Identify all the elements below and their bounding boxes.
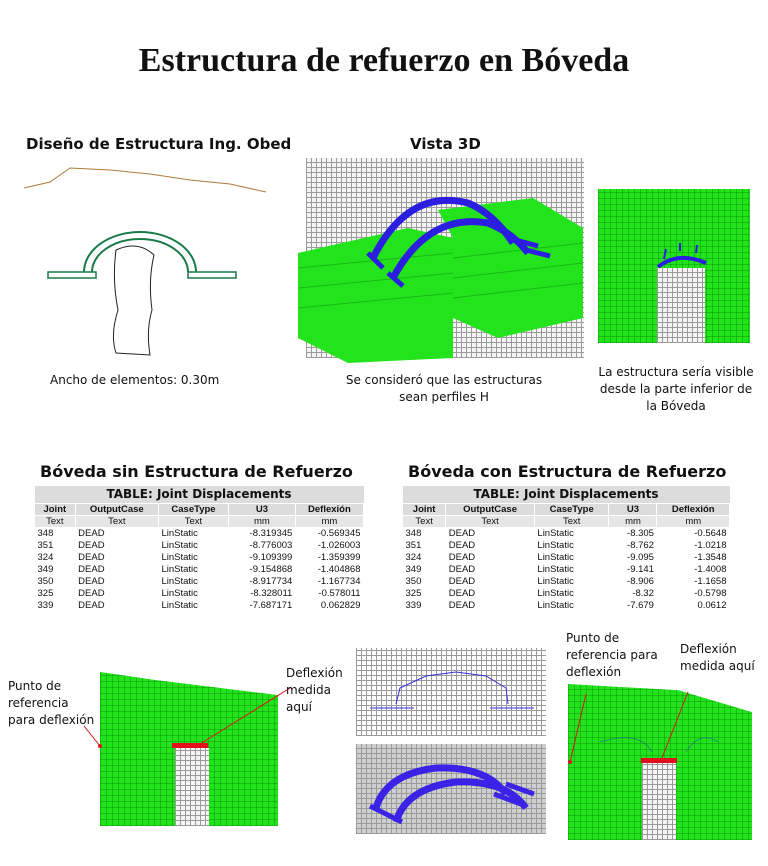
col-header: CaseType — [158, 504, 228, 516]
table-cell: 351 — [403, 540, 446, 552]
table-cell: 348 — [403, 528, 446, 540]
table-cell: -8.762 — [609, 540, 657, 552]
table-cell: -1.3548 — [657, 552, 730, 564]
table-cell: LinStatic — [534, 528, 609, 540]
visible-caption-line2: desde la parte inferior de — [599, 382, 753, 396]
table-cell: LinStatic — [534, 588, 609, 600]
table-cell: DEAD — [446, 528, 535, 540]
table-cell: -1.404868 — [295, 564, 363, 576]
table-cell: 351 — [35, 540, 76, 552]
table-cell: 349 — [35, 564, 76, 576]
table-body — [403, 528, 730, 612]
table-cell: -0.578011 — [295, 588, 363, 600]
table-cell: -8.906 — [609, 576, 657, 588]
design-drawing — [20, 160, 272, 360]
table-row — [403, 552, 730, 564]
table-cell: -8.776003 — [229, 540, 296, 552]
table-cell: 325 — [403, 588, 446, 600]
ref-label-right-line2: referencia para — [566, 648, 658, 662]
table-cell: DEAD — [75, 564, 158, 576]
table-row — [35, 588, 364, 600]
col-unit: mm — [229, 516, 296, 528]
col-header: Joint — [35, 504, 76, 516]
table-cell: 350 — [35, 576, 76, 588]
page-title: Estructura de refuerzo en Bóveda — [138, 42, 630, 79]
table-row — [35, 552, 364, 564]
table-cell: -9.095 — [609, 552, 657, 564]
defl-label-left-line1: Deflexión — [286, 666, 343, 680]
table-cell: -8.328011 — [229, 588, 296, 600]
table-cell: LinStatic — [158, 576, 228, 588]
table-cell: -8.305 — [609, 528, 657, 540]
col-header: Deflexión — [657, 504, 730, 516]
col-header: CaseType — [534, 504, 609, 516]
col-unit: mm — [657, 516, 730, 528]
ref-label-right-line1: Punto de — [566, 631, 620, 645]
table-cell: -1.167734 — [295, 576, 363, 588]
visible-caption — [596, 364, 756, 415]
table-cell: 324 — [35, 552, 76, 564]
table-cell: 348 — [35, 528, 76, 540]
table-cell: DEAD — [75, 588, 158, 600]
table-row — [403, 600, 730, 612]
ref-label-left-line3: para deflexión — [8, 713, 95, 727]
table-cell: -1.026003 — [295, 540, 363, 552]
col-header: OutputCase — [446, 504, 535, 516]
table-cell: 325 — [35, 588, 76, 600]
table-cell: -9.109399 — [229, 552, 296, 564]
table-row — [403, 576, 730, 588]
table-cell: LinStatic — [158, 600, 228, 612]
table-cell: -7.687171 — [229, 600, 296, 612]
table-cell: DEAD — [75, 552, 158, 564]
table-caption: TABLE: Joint Displacements — [403, 486, 730, 504]
table-cell: -0.5648 — [657, 528, 730, 540]
table-cell: -8.32 — [609, 588, 657, 600]
table-cell: -9.141 — [609, 564, 657, 576]
table-row — [35, 576, 364, 588]
table-cell: DEAD — [75, 528, 158, 540]
table-cell: -1.0218 — [657, 540, 730, 552]
ref-label-left-line2: referencia — [8, 696, 69, 710]
table-cell: 324 — [403, 552, 446, 564]
view3d-caption-line1: Se consideró que las estructuras — [345, 373, 543, 387]
table-cell: DEAD — [446, 552, 535, 564]
table-cell: 350 — [403, 576, 446, 588]
right-footing — [188, 272, 236, 278]
terrain-profile — [24, 168, 266, 192]
table-cell: -7.679 — [609, 600, 657, 612]
table-heading-with: Bóveda con Estructura de Refuerzo — [408, 462, 727, 481]
frame-elevation-lines — [356, 648, 546, 736]
table-cell: LinStatic — [534, 576, 609, 588]
cave-outline — [113, 246, 154, 355]
visible-caption-line3: la Bóveda — [646, 399, 706, 413]
table-cell: DEAD — [446, 588, 535, 600]
col-header: OutputCase — [75, 504, 158, 516]
left-footing — [48, 272, 96, 278]
green-block-right — [438, 198, 583, 338]
view3d-model — [288, 158, 588, 363]
opening-with — [642, 762, 676, 840]
table-cell: 339 — [403, 600, 446, 612]
ref-label-right-line3: deflexión — [566, 665, 622, 679]
ref-label-left-line1: Punto de — [8, 679, 62, 693]
defl-label-left-line3: aquí — [286, 700, 312, 714]
view3d-caption — [330, 372, 558, 406]
table-cell: LinStatic — [158, 588, 228, 600]
table-row — [35, 564, 364, 576]
defl-label-right-line1: Deflexión — [680, 642, 737, 656]
table-caption: TABLE: Joint Displacements — [35, 486, 364, 504]
table-cell: -9.154868 — [229, 564, 296, 576]
table-cell: DEAD — [446, 540, 535, 552]
table-body — [35, 528, 364, 612]
col-unit: mm — [609, 516, 657, 528]
design-heading: Diseño de Estructura Ing. Obed — [26, 135, 292, 153]
table-cell: -1.4008 — [657, 564, 730, 576]
view3d-heading: Vista 3D — [410, 135, 481, 153]
table-cell: LinStatic — [534, 600, 609, 612]
table-cell: LinStatic — [534, 540, 609, 552]
table-row — [35, 540, 364, 552]
defl-label-left — [286, 665, 343, 716]
table-cell: 339 — [35, 600, 76, 612]
table-cell: 0.0612 — [657, 600, 730, 612]
design-caption: Ancho de elementos: 0.30m — [50, 373, 220, 387]
table-row — [403, 564, 730, 576]
table-cell: 0.062829 — [295, 600, 363, 612]
visible-caption-line1: La estructura sería visible — [598, 365, 754, 379]
joint-table-without — [34, 486, 364, 612]
joint-table-with — [402, 486, 730, 612]
col-unit: mm — [295, 516, 363, 528]
col-header: U3 — [609, 504, 657, 516]
table-row — [403, 540, 730, 552]
col-unit: Text — [403, 516, 446, 528]
table-cell: LinStatic — [534, 564, 609, 576]
table-cell: LinStatic — [534, 552, 609, 564]
table-cell: DEAD — [446, 576, 535, 588]
table-cell: -0.5798 — [657, 588, 730, 600]
table-cell: LinStatic — [158, 552, 228, 564]
col-header: Joint — [403, 504, 446, 516]
frame-3d-steel — [356, 744, 546, 834]
table-row — [403, 588, 730, 600]
defl-label-left-line2: medida — [286, 683, 331, 697]
table-cell: 349 — [403, 564, 446, 576]
col-unit: Text — [534, 516, 609, 528]
table-cell: LinStatic — [158, 528, 228, 540]
table-cell: DEAD — [75, 600, 158, 612]
table-cell: DEAD — [75, 576, 158, 588]
table-cell: -1.359399 — [295, 552, 363, 564]
table-cell: -8.319345 — [229, 528, 296, 540]
table-cell: -8.917734 — [229, 576, 296, 588]
table-row — [35, 600, 364, 612]
table-cell: -0.569345 — [295, 528, 363, 540]
col-unit: Text — [446, 516, 535, 528]
col-unit: Text — [158, 516, 228, 528]
arch-inner — [92, 239, 188, 272]
table-heading-without: Bóveda sin Estructura de Refuerzo — [40, 462, 353, 481]
table-cell: -1.1658 — [657, 576, 730, 588]
table-cell: DEAD — [446, 600, 535, 612]
leader-lines-right — [560, 660, 760, 770]
col-unit: Text — [75, 516, 158, 528]
leader-lines-left — [0, 660, 300, 770]
table-row — [403, 528, 730, 540]
col-header: Deflexión — [295, 504, 363, 516]
defl-label-right-line2: medida aquí — [680, 659, 755, 673]
table-cell: DEAD — [75, 540, 158, 552]
table-row — [35, 528, 364, 540]
table-cell: LinStatic — [158, 564, 228, 576]
col-header: U3 — [229, 504, 296, 516]
view3d-caption-line2: sean perfiles H — [399, 390, 489, 404]
col-unit: Text — [35, 516, 76, 528]
table-cell: DEAD — [446, 564, 535, 576]
bottom-view-steel — [598, 189, 750, 343]
table-cell: LinStatic — [158, 540, 228, 552]
